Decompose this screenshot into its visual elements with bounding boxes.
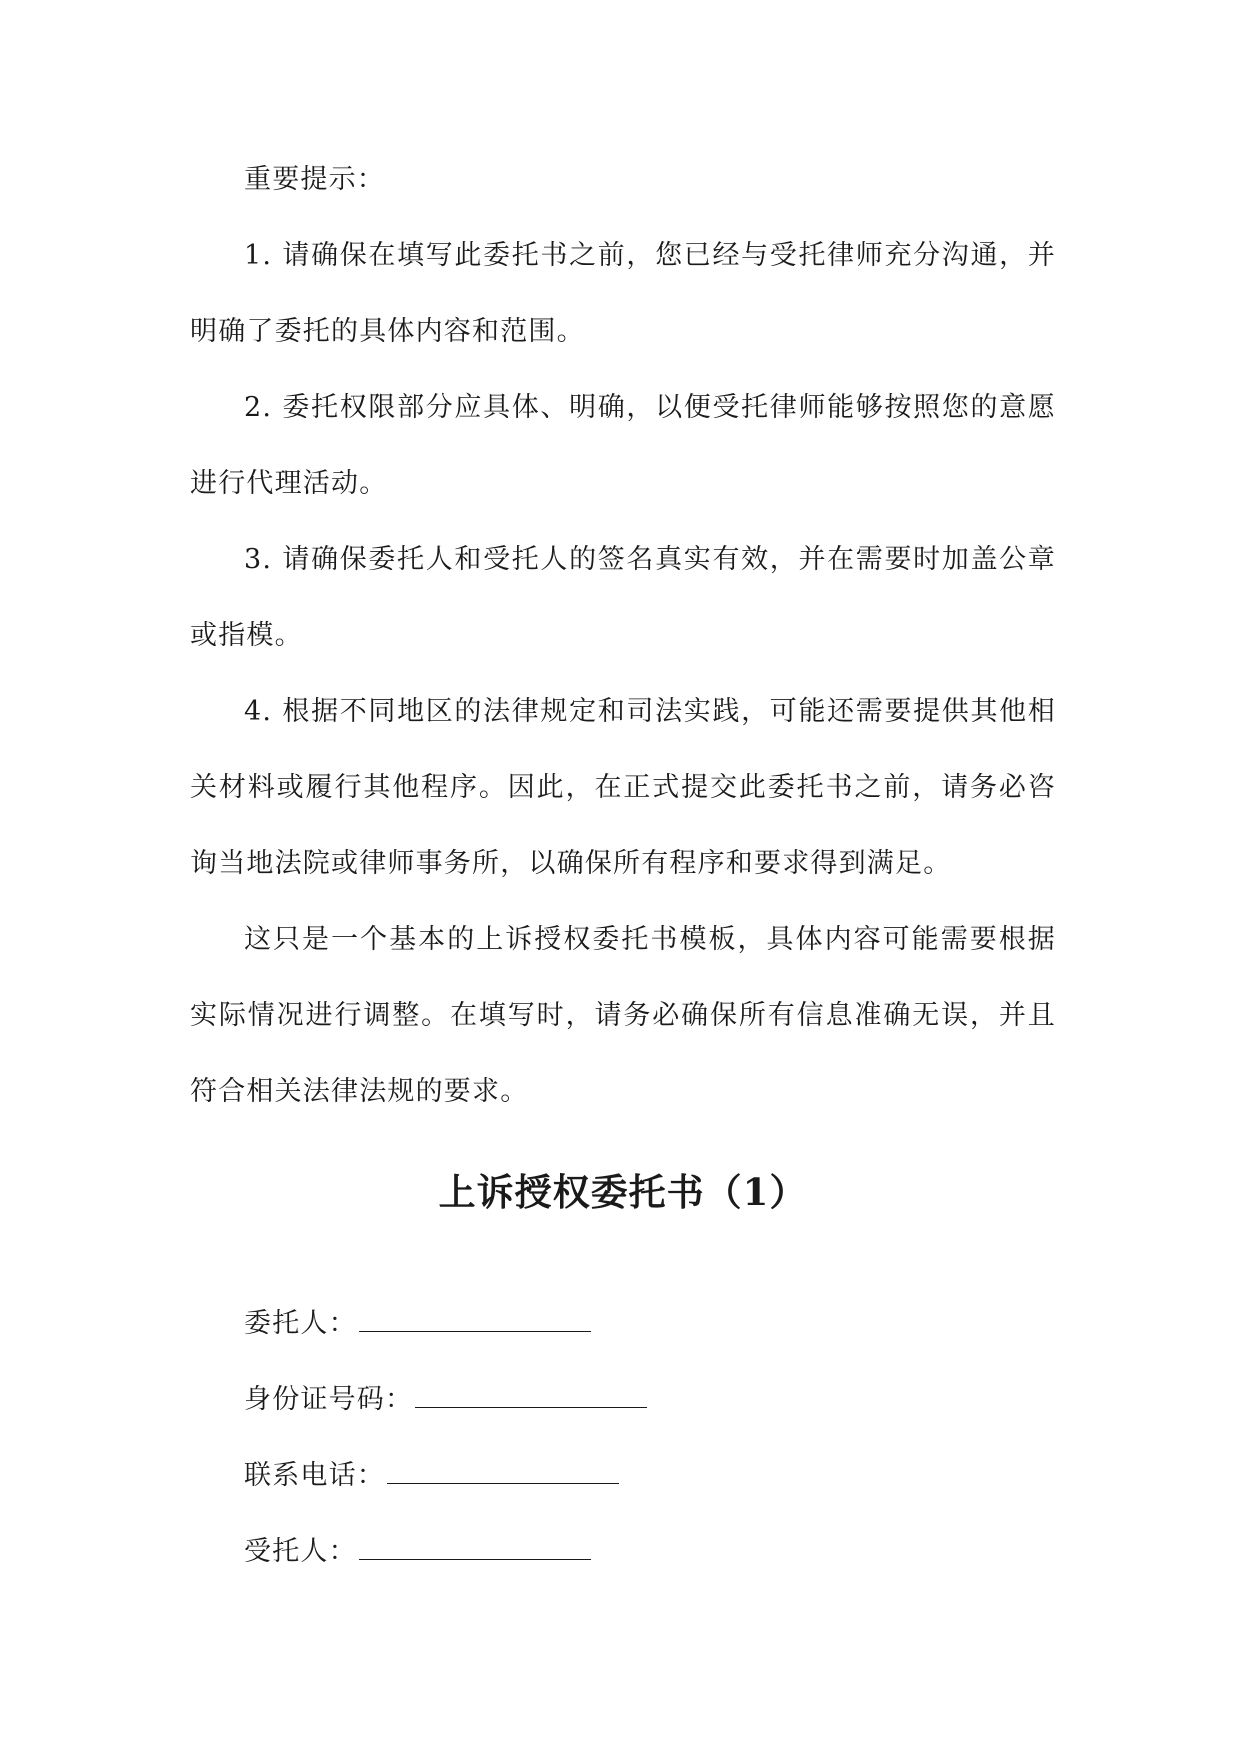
form-fields: [190, 1286, 1056, 1590]
field-phone: [190, 1438, 1056, 1514]
notes-heading: 重要提示：: [244, 164, 385, 195]
closing-paragraph: 这只是一个基本的上诉授权委托书模板，具体内容可能需要根据实际情况进行调整。在填写时，请务必确保所有信息准确无误，并且符合相关法律法规的要求。: [190, 924, 1056, 1107]
field-blank-id-number[interactable]: [415, 1385, 647, 1408]
field-label-agent: 受托人：: [244, 1536, 357, 1567]
field-label-principal: 委托人：: [244, 1308, 357, 1339]
field-agent: [190, 1514, 1056, 1590]
field-blank-agent[interactable]: [359, 1537, 591, 1560]
form-title: 上诉授权委托书（1）: [438, 1170, 808, 1214]
note-item-2: 2. 委托权限部分应具体、明确，以便受托律师能够按照您的意愿进行代理活动。: [190, 392, 1056, 499]
field-blank-principal[interactable]: [359, 1309, 591, 1332]
note-item-4: 4. 根据不同地区的法律规定和司法实践，可能还需要提供其他相关材料或履行其他程序。因此，在正式提交此委托书之前，请务必咨询当地法院或律师事务所，以确保所有程序和要求得到满足。: [190, 696, 1056, 879]
field-label-id-number: 身份证号码：: [244, 1384, 414, 1415]
notes-section: [190, 142, 1056, 1130]
note-item-1: 1. 请确保在填写此委托书之前，您已经与受托律师充分沟通，并明确了委托的具体内容和范围。: [190, 240, 1056, 347]
field-principal: [190, 1286, 1056, 1362]
field-id-number: [190, 1362, 1056, 1438]
field-label-phone: 联系电话：: [244, 1460, 385, 1491]
note-item-3: 3. 请确保委托人和受托人的签名真实有效，并在需要时加盖公章或指模。: [190, 544, 1056, 651]
field-blank-phone[interactable]: [387, 1461, 619, 1484]
